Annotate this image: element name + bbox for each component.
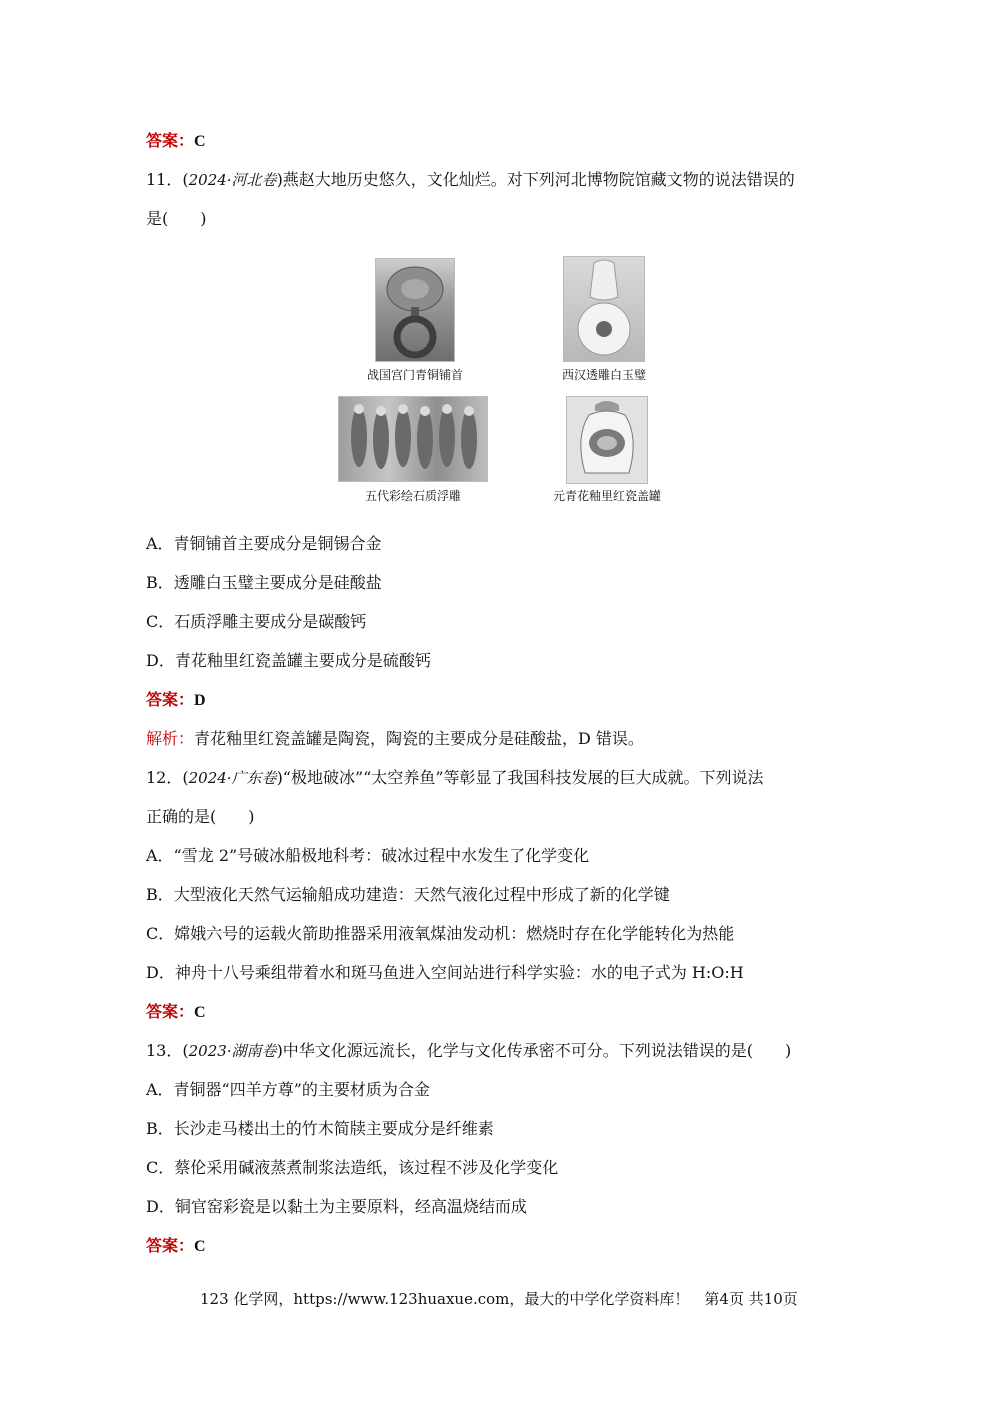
answer-label: 答案：	[146, 131, 195, 150]
question-number: 12．(	[146, 768, 189, 787]
analysis-text: 青花釉里红瓷盖罐是陶瓷，陶瓷的主要成分是硅酸盐，D 错误。	[194, 729, 644, 748]
answer-line	[146, 130, 206, 153]
question-12-stem-line2: 正确的是( )	[146, 807, 255, 826]
option-c: C．蔡伦采用碱液蒸煮制浆法造纸，该过程不涉及化学变化	[146, 1158, 559, 1177]
answer-label: 答案：	[146, 1002, 195, 1021]
figure-caption: 元青花釉里红瓷盖罐	[552, 489, 661, 503]
question-text: )“极地破冰”“太空养鱼”等彰显了我国科技发展的巨大成就。下列说法	[276, 768, 764, 787]
option-a: A．“雪龙 2”号破冰船极地科考：破冰过程中水发生了化学变化	[146, 846, 590, 865]
question-11-stem	[146, 169, 795, 191]
question-number: 11．(	[146, 170, 189, 189]
page-footer: 123 化学网，https://www.123huaxue.com，最大的中学化学资料库！ 第4页 共10页	[200, 1290, 798, 1308]
answer-label: 答案：	[146, 690, 195, 709]
option-c: C．嫦娥六号的运载火箭助推器采用液氧煤油发动机：燃烧时存在化学能转化为热能	[146, 924, 735, 943]
option-b: B．透雕白玉璧主要成分是硅酸盐	[146, 573, 382, 592]
answer-value: C	[194, 1238, 206, 1255]
analysis-line	[146, 728, 644, 750]
option-d: D．青花釉里红瓷盖罐主要成分是硫酸钙	[146, 651, 431, 670]
question-source: 2024·河北卷	[188, 171, 277, 189]
porcelain-jar-image	[566, 396, 648, 484]
question-source: 2024·广东卷	[188, 769, 277, 787]
answer-value: C	[194, 133, 206, 150]
question-13-stem	[146, 1040, 791, 1062]
question-text: )燕赵大地历史悠久，文化灿烂。对下列河北博物院馆藏文物的说法错误的	[276, 170, 795, 189]
question-12-stem	[146, 767, 764, 789]
option-c: C．石质浮雕主要成分是碳酸钙	[146, 612, 367, 631]
figure-caption: 西汉透雕白玉璧	[561, 368, 646, 382]
question-text: )中华文化源远流长，化学与文化传承密不可分。下列说法错误的是( )	[276, 1041, 792, 1060]
answer-value: D	[194, 692, 206, 709]
option-d: D．铜官窑彩瓷是以黏土为主要原料，经高温烧结而成	[146, 1197, 527, 1216]
figure-caption: 战国宫门青铜铺首	[366, 368, 463, 382]
option-b: B．大型液化天然气运输船成功建造：天然气液化过程中形成了新的化学键	[146, 885, 670, 904]
question-11-stem-line2: 是( )	[146, 209, 207, 228]
question-number: 13．(	[146, 1041, 189, 1060]
question-source: 2023·湖南卷	[188, 1042, 277, 1060]
bronze-door-knocker-image	[375, 258, 455, 362]
answer-line	[146, 1001, 206, 1024]
answer-line	[146, 689, 206, 712]
answer-value: C	[194, 1004, 206, 1021]
option-a: A．青铜铺首主要成分是铜锡合金	[146, 534, 382, 553]
option-d: D．神舟十八号乘组带着水和斑马鱼进入空间站进行科学实验：水的电子式为 H:O:H	[146, 963, 744, 982]
analysis-label: 解析：	[146, 729, 195, 748]
option-a: A．青铜器“四羊方尊”的主要材质为合金	[146, 1080, 430, 1099]
figure-caption: 五代彩绘石质浮雕	[364, 489, 461, 503]
answer-line	[146, 1235, 206, 1258]
option-b: B．长沙走马楼出土的竹木简牍主要成分是纤维素	[146, 1119, 494, 1138]
stone-relief-image	[338, 396, 488, 482]
jade-bi-disc-image	[563, 256, 645, 362]
answer-label: 答案：	[146, 1236, 195, 1255]
